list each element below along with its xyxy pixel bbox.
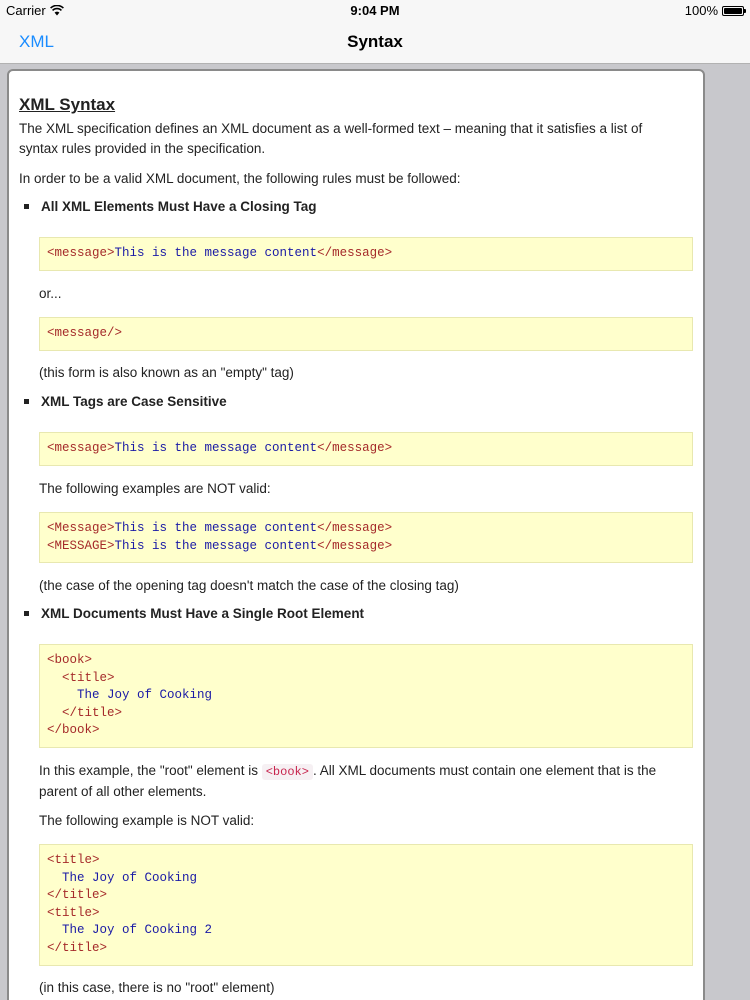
- rule-1-label: All XML Elements Must Have a Closing Tag: [41, 199, 317, 214]
- rule-1-title: [19, 199, 317, 214]
- battery-icon: [722, 6, 744, 16]
- rule-2-title: [19, 394, 227, 409]
- code-block-closing-tag: <message>This is the message content</message>: [39, 237, 693, 271]
- intro-line-2: syntax rules provided in the specification.: [19, 141, 266, 156]
- rule-3-label: XML Documents Must Have a Single Root Element: [41, 606, 365, 621]
- empty-tag-note: (this form is also known as an "empty" tag): [39, 365, 294, 380]
- or-text: or...: [39, 286, 62, 301]
- content-webview[interactable]: [7, 69, 705, 1000]
- status-bar: [0, 0, 750, 22]
- bullet: [24, 204, 29, 209]
- intro-paragraph: [19, 119, 642, 159]
- page-title: Syntax: [347, 32, 403, 51]
- code-block-no-root: <title> The Joy of Cooking </title> <title> The Joy of Cooking 2 </title>: [39, 844, 693, 966]
- rule-3-title: [19, 606, 364, 621]
- back-button[interactable]: XML: [19, 32, 54, 51]
- not-valid-text: The following examples are NOT valid:: [39, 481, 271, 496]
- not-valid-text-2: The following example is NOT valid:: [39, 813, 255, 828]
- article-heading: XML Syntax: [19, 95, 116, 114]
- rule-2-label: XML Tags are Case Sensitive: [41, 394, 227, 409]
- code-block-empty-tag: <message/>: [39, 317, 693, 351]
- rules-intro: In order to be a valid XML document, the following rules must be followed:: [19, 171, 461, 186]
- root-explanation: In this example, the "root" element is <book> . All XML documents must contain one element that is the parent of all other elements.: [39, 763, 657, 799]
- case-mismatch-note: (the case of the opening tag doesn't match the case of the closing tag): [39, 578, 459, 593]
- battery-indicator: [685, 3, 744, 18]
- clock: 9:04 PM: [350, 3, 400, 18]
- no-root-note: (in this case, there is no "root" element): [39, 980, 275, 995]
- carrier-label: Carrier: [6, 3, 46, 18]
- intro-line-1: The XML specification defines an XML document as a well-formed text – meaning that it satisfies a list of: [19, 121, 643, 136]
- battery-percent: 100%: [684, 3, 718, 18]
- bullet: [24, 399, 29, 404]
- code-block-invalid-case: <Message>This is the message content</message> <MESSAGE>This is the message content</message>: [39, 512, 693, 563]
- code-block-root-element: <book> <title> The Joy of Cooking </title> </book>: [39, 644, 693, 748]
- bullet: [24, 611, 29, 616]
- code-block-case-sensitive: <message>This is the message content</message>: [39, 432, 693, 466]
- inline-code-book: <book>: [262, 764, 313, 780]
- background-gutter: [712, 69, 750, 1000]
- navigation-bar: [0, 22, 750, 64]
